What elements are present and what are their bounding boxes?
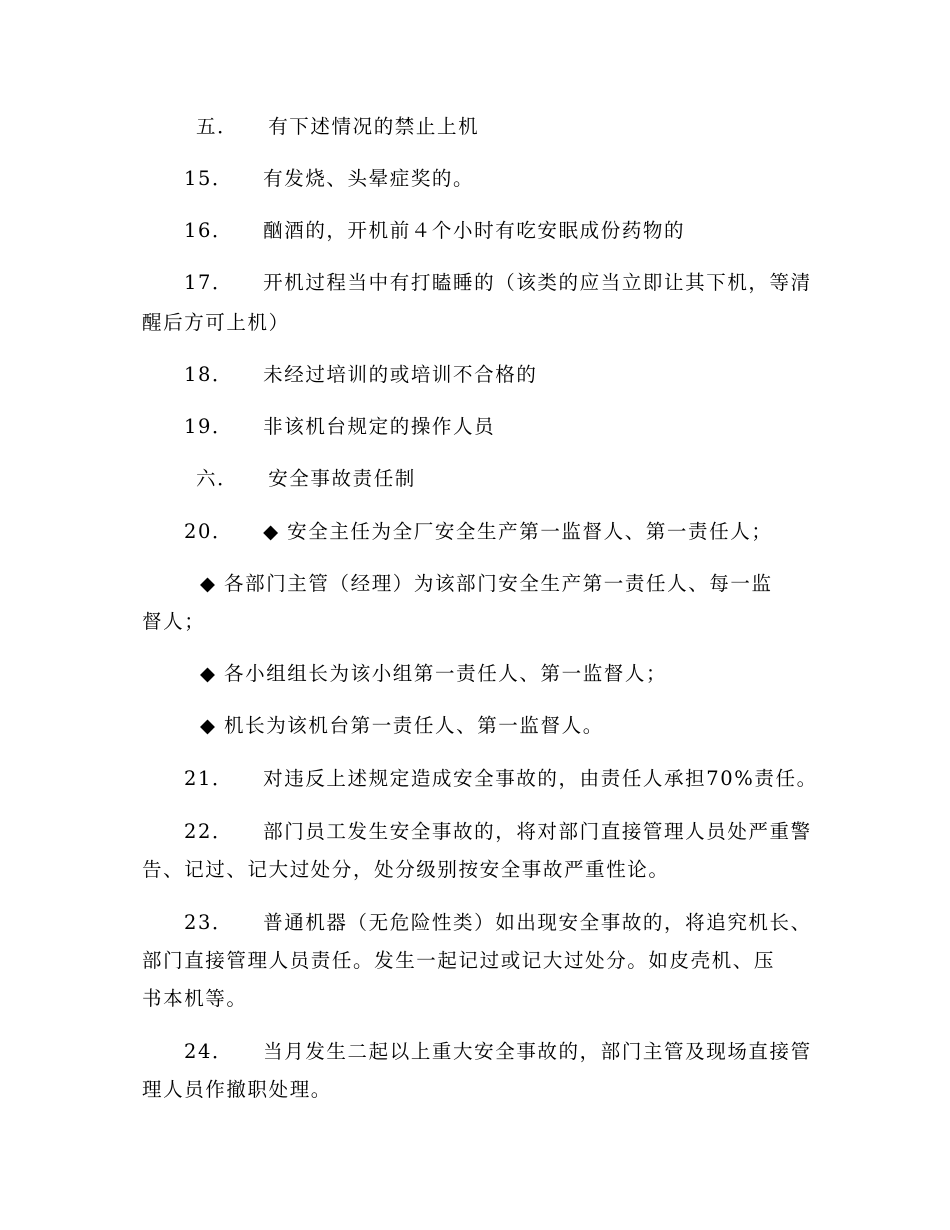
section-five-heading [196,114,479,140]
item-number: 22． [184,820,234,843]
item-19 [184,414,495,440]
item-15 [184,166,474,192]
item-text: 部门员工发生安全事故的，将对部门直接管理人员处严重警 [263,820,812,843]
diamond-bullet-icon: ◆ [200,572,217,595]
item-number: 19． [184,415,234,438]
item-17-line-2: 醒后方可上机） [142,311,290,334]
item-16 [184,218,685,244]
item-text: 有发烧、头晕症奖的。 [263,167,475,190]
item-17-line-1 [184,270,812,296]
section-title: 有下述情况的禁止上机 [268,115,480,138]
item-number: 23． [184,911,234,934]
diamond-bullet-icon: ◆ [200,662,217,685]
item-23-line-1 [184,910,812,936]
bullet-text: 各部门主管（经理）为该部门安全生产第一责任人、每一监 [224,572,773,595]
item-23-line-2: 部门直接管理人员责任。发生一起记过或记大过处分。如皮壳机、压 [142,949,776,972]
diamond-bullet-icon: ◆ [200,714,217,737]
item-text: 当月发生二起以上重大安全事故的，部门主管及现场直接管 [263,1040,812,1063]
item-22-line-2: 告、记过、记大过处分，处分级别按安全事故严重性论。 [142,858,670,881]
item-number: 18． [184,363,234,386]
item-number: 15． [184,167,234,190]
item-text: 安全主任为全厂安全生产第一监督人、第一责任人； [287,520,773,543]
item-24-line-1 [184,1039,812,1065]
item-number: 21． [184,767,234,790]
item-number: 20． [184,520,234,543]
item-text: 酗酒的，开机前４个小时有吃安眠成份药物的 [263,219,686,242]
item-text: 对违反上述规定造成安全事故的，由责任人承担70%责任。 [263,767,818,790]
section-marker: 六． [196,467,239,490]
item-23-line-3: 书本机等。 [142,987,248,1010]
item-text: 未经过培训的或培训不合格的 [263,363,538,386]
section-title: 安全事故责任制 [268,467,416,490]
bullet-2-line-2: 督人； [142,610,206,633]
item-text: 开机过程当中有打瞌睡的（该类的应当立即让其下机，等清 [263,271,812,294]
item-22-line-1 [184,819,812,845]
item-number: 16． [184,219,234,242]
item-number: 24． [184,1040,234,1063]
item-24-line-2: 理人员作撤职处理。 [142,1078,332,1101]
item-21 [184,766,818,792]
bullet-2-line-1 [200,571,773,597]
bullet-text: 各小组组长为该小组第一责任人、第一监督人； [224,662,668,685]
bullet-text: 机长为该机台第一责任人、第一监督人。 [224,714,604,737]
item-text: 普通机器（无危险性类）如出现安全事故的，将追究机长、 [263,911,812,934]
item-18 [184,362,537,388]
item-number: 17． [184,271,234,294]
item-text: 非该机台规定的操作人员 [263,415,496,438]
diamond-bullet-icon: ◆ [263,520,280,543]
bullet-4 [200,713,604,739]
section-marker: 五． [196,115,239,138]
bullet-3 [200,661,667,687]
section-six-heading [196,466,416,492]
item-20 [184,519,772,545]
